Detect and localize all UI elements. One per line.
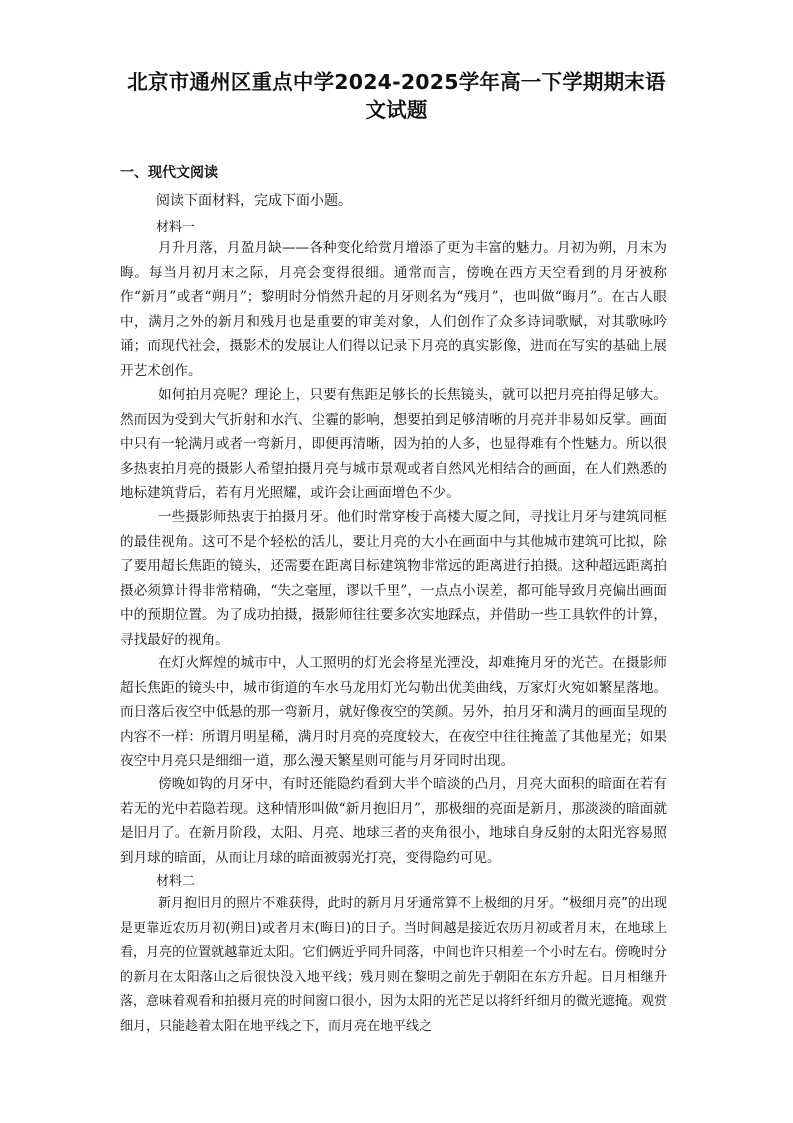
material-1-paragraph-4: 在灯火辉煌的城市中，人工照明的灯光会将星光湮没，却难掩月牙的光芒。在摄影师超长焦距的镜头中，城市街道的车水马龙用灯光勾勒出优美曲线，万家灯火宛如繁星落地。而日落后夜空中低悬的那一弯新月，就好像夜空的笑颜。另外，拍月牙和满月的画面呈现的内容不一样：所谓月明星稀，满月时月亮的亮度较大，在夜空中往往掩盖了其他星光；如果夜空中月亮只是细细一道，那么漫天繁星则可能与月牙同时出现。 bbox=[120, 655, 667, 770]
material-1-label: 材料一 bbox=[156, 220, 196, 235]
title-line-2: 文试题 bbox=[365, 98, 428, 122]
material-1-paragraph-1: 月升月落，月盈月缺——各种变化给赏月增添了更为丰富的魅力。月初为朔，月末为晦。每当月初月末之际，月亮会变得很细。通常而言，傍晚在西方天空看到的月牙被称作“新月”或者“朔月”；黎明时分悄然升起的月牙则名为“残月”，也叫做“晦月”。在古人眼中，满月之外的新月和残月也是重要的审美对象，人们创作了众多诗词歌赋，对其歌咏吟诵；而现代社会，摄影术的发展让人们得以记录下月亮的真实影像，进而在写实的基础上展开艺术创作。 bbox=[120, 240, 667, 379]
instruction-text: 阅读下面材料，完成下面小题。 bbox=[156, 193, 352, 209]
material-1-paragraph-3: 一些摄影师热衷于拍摄月牙。他们时常穿梭于高楼大厦之间，寻找让月牙与建筑同框的最佳视角。这可不是个轻松的活儿，要让月亮的大小在画面中与其他城市建筑可比拟，除了要用超长焦距的镜头，还需要在距离目标建筑物非常远的距离进行拍摄。这种超远距离拍摄必须算计得非常精确，“失之毫厘，谬以千里”，一点点小误差，都可能导致月亮偏出画面中的预期位置。为了成功拍摄，摄影师往往要多次实地踩点，并借助一些工具软件的计算，寻找最好的视角。 bbox=[120, 509, 667, 648]
section-heading: 一、现代文阅读 bbox=[120, 165, 218, 181]
material-2-paragraph-1: 新月抱旧月的照片不难获得，此时的新月月牙通常算不上极细的月牙。“极细月亮”的出现是更靠近农历月初(朔日)或者月末(晦日)的日子。当时间越是接近农历月初或者月末，在地球上看，月亮的位置就越靠近太阳。它们俩近乎同升同落，中间也许只相差一个小时左右。傍晚时分的新月在太阳落山之后很快没入地平线；残月则在黎明之前先于朝阳在东方升起。日月相继升落，意味着观看和拍摄月亮的时间窗口很小，因为太阳的光芒足以将纤纤细月的微光遮掩。观赏细月，只能趁着太阳在地平线之下，而月亮在地平线之 bbox=[120, 896, 667, 1034]
title-line-1: 北京市通州区重点中学2024-2025学年高一下学期期末语 bbox=[127, 70, 666, 94]
material-2-label: 材料二 bbox=[156, 874, 196, 889]
material-1-paragraph-5: 傍晚如钩的月牙中，有时还能隐约看到大半个暗淡的凸月，月亮大面积的暗面在若有若无的光中若隐若现。这种情形叫做“新月抱旧月”，那极细的亮面是新月，那淡淡的暗面就是旧月了。在新月阶段，太阳、月亮、地球三者的夹角很小，地球自身反射的太阳光容易照到月球的暗面，从而让月球的暗面被弱光打亮，变得隐约可见。 bbox=[120, 776, 667, 866]
material-1-paragraph-2: 如何拍月亮呢？理论上，只要有焦距足够长的长焦镜头，就可以把月亮拍得足够大。然而因为受到大气折射和水汽、尘霾的影响，想要拍到足够清晰的月亮并非易如反掌。画面中只有一轮满月或者一弯新月，即便再清晰，因为拍的人多，也显得难有个性魅力。所以很多热衷拍月亮的摄影人希望拍摄月亮与城市景观或者自然风光相结合的画面，在人们熟悉的地标建筑背后，若有月光照耀，或许会让画面增色不少。 bbox=[120, 387, 667, 502]
document-title bbox=[100, 68, 693, 124]
